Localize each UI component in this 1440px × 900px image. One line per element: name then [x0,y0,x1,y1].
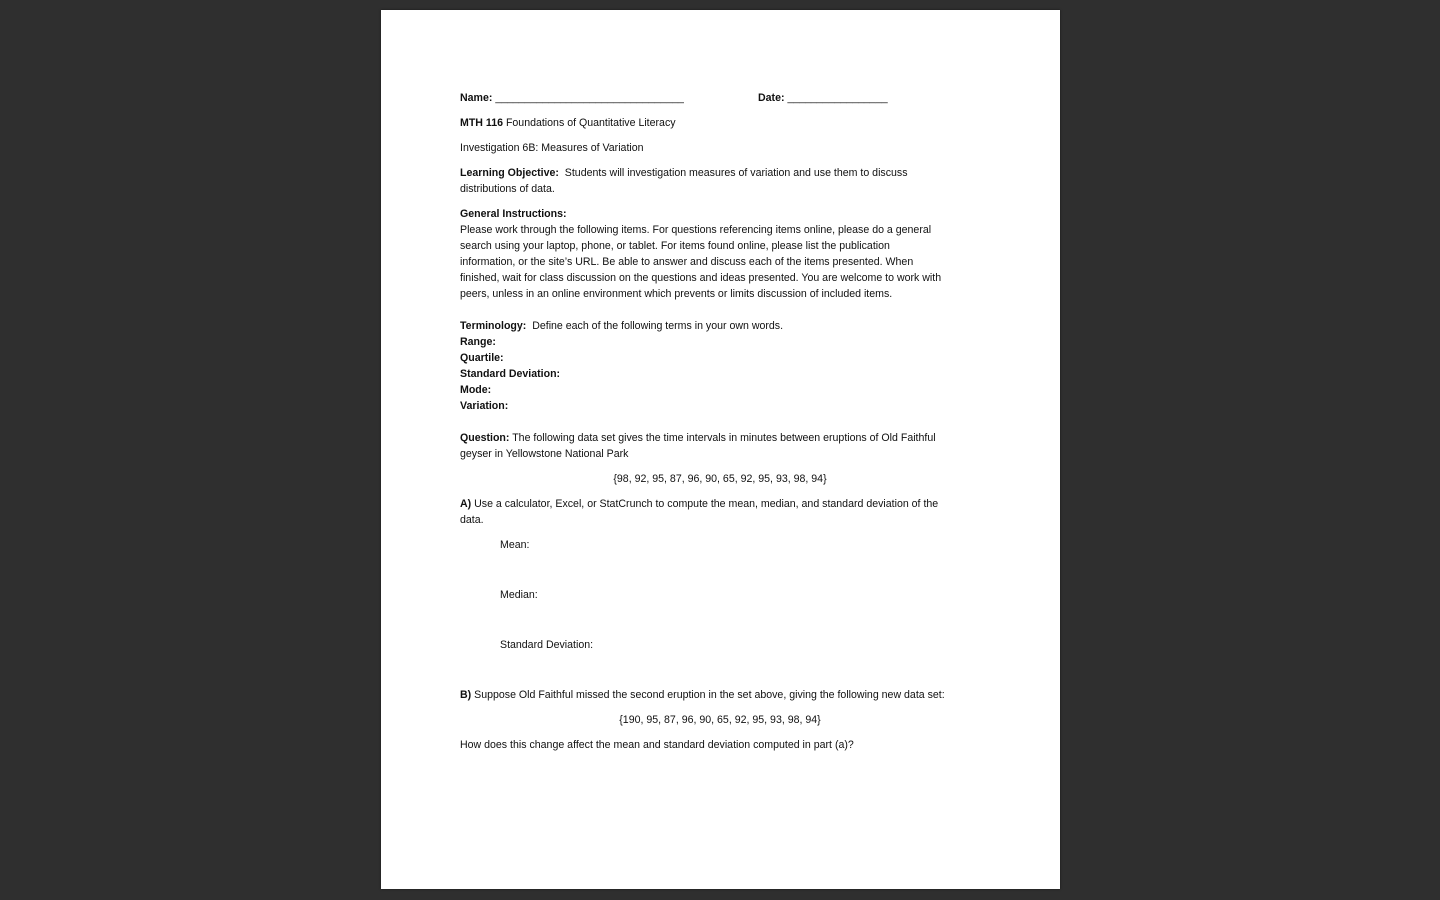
part-b-label: B) [460,689,472,701]
objective-line-2: distributions of data. [460,183,555,195]
investigation-title: Investigation 6B: Measures of Variation [460,142,644,154]
median-label: Median: [500,589,538,601]
term-range: Range: [460,336,496,348]
date-blank: _________________ [787,92,888,104]
part-a-label: A) [460,498,472,510]
standard-deviation-label: Standard Deviation: [500,639,594,651]
date-label: Date: [758,92,785,104]
instructions-line: Please work through the following items. For questions referencing items online, please do a general [460,224,932,236]
question-line-1: The following data set gives the time intervals in minutes between eruptions of Old Faithful [512,432,936,444]
instructions-line: search using your laptop, phone, or tablet. For items found online, please list the publication [460,240,890,252]
instructions-label: General Instructions: [460,208,567,220]
header-line [460,90,980,106]
instructions-line: peers, unless in an online environment which prevents or limits discussion of included items. [460,288,893,300]
instructions-line: finished, wait for class discussion on the questions and ideas presented. You are welcome to work with [460,272,942,284]
term-quartile: Quartile: [460,352,504,364]
part-a-line-2: data. [460,514,484,526]
question-section [460,430,980,462]
page-content [460,90,980,753]
mean-label: Mean: [500,539,530,551]
term-variation: Variation: [460,400,509,412]
name-field [460,90,684,106]
data-set-modified: {190, 95, 87, 96, 90, 65, 92, 95, 93, 98, 94} [619,714,821,726]
part-a-line-1: Use a calculator, Excel, or StatCrunch to compute the mean, median, and standard deviation of the [474,498,939,510]
part-a [460,496,980,528]
terminology-section [460,318,980,414]
course-line [460,115,980,131]
term-standard-deviation: Standard Deviation: [460,368,561,380]
terminology-text: Define each of the following terms in your own words. [532,320,784,332]
part-b [460,687,980,703]
question-label: Question: [460,432,510,444]
objective-line-1: Students will investigation measures of variation and use them to discuss [564,167,908,179]
term-mode: Mode: [460,384,492,396]
part-b-followup: How does this change affect the mean and standard deviation computed in part (a)? [460,739,854,751]
learning-objective [460,165,980,197]
date-field [758,90,888,106]
terminology-label: Terminology: [460,320,527,332]
instructions-line: information, or the site’s URL. Be able to answer and discuss each of the items presented. When [460,256,914,268]
data-set-original: {98, 92, 95, 87, 96, 90, 65, 92, 95, 93, 98, 94} [613,473,827,485]
general-instructions [460,206,980,302]
question-line-2: geyser in Yellowstone National Park [460,448,629,460]
name-blank: ________________________________ [495,92,684,104]
course-code: MTH 116 [460,117,503,129]
part-b-text: Suppose Old Faithful missed the second eruption in the set above, giving the following new data set: [474,689,945,701]
objective-label: Learning Objective: [460,167,559,179]
name-label: Name: [460,92,493,104]
document-page [381,10,1060,889]
course-title: Foundations of Quantitative Literacy [505,117,676,129]
